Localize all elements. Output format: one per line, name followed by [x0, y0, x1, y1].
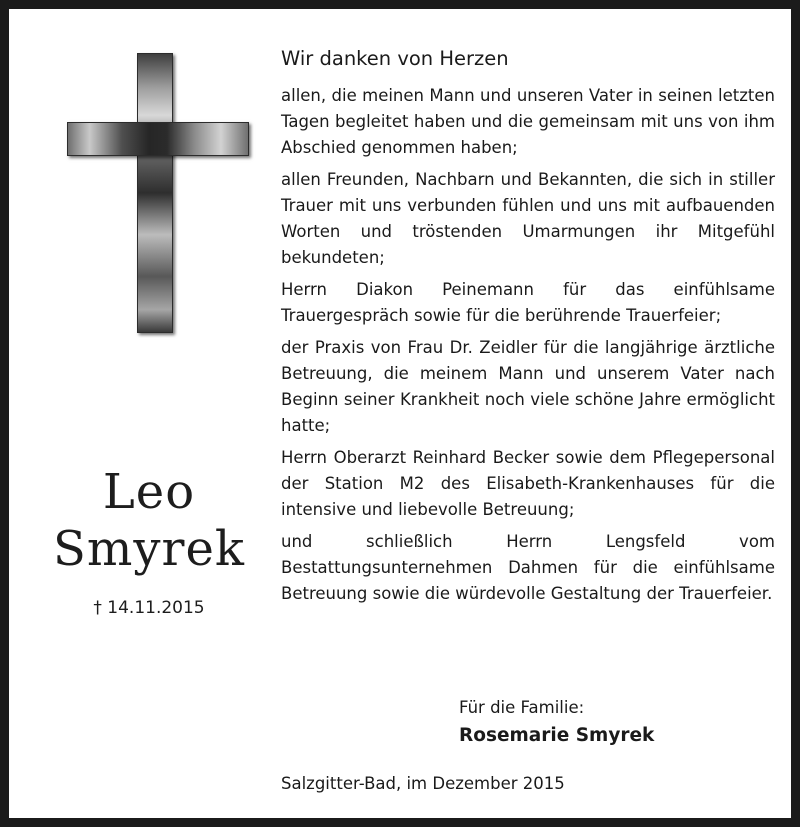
- cross-vertical-beam: [137, 53, 173, 333]
- thanks-paragraph: und schließlich Herrn Lengsfeld vom Bestattungsunternehmen Dahmen für die einfühlsame Betreuung sowie die würdevolle Gestaltung der Trauerfeier.: [281, 532, 775, 603]
- thanks-paragraph: Herrn Diakon Peinemann für das einfühlsame Trauergespräch sowie für die berührende Trauerfeier;: [281, 280, 775, 325]
- deceased-last-name: Smyrek: [53, 521, 245, 577]
- closing-block: [459, 695, 654, 749]
- cross-icon: [67, 53, 249, 333]
- thanks-text-column: [281, 45, 775, 613]
- thanks-paragraph: Herrn Oberarzt Reinhard Becker sowie dem Pflegepersonal der Station M2 des Elisabeth-Krankenhauses für die intensive und liebevolle Betreuung;: [281, 448, 775, 519]
- thanks-paragraph: allen, die meinen Mann und unseren Vater in seinen letzten Tagen begleitet haben und die gemeinsam mit uns von ihm Abschied genommen haben;: [281, 86, 775, 157]
- signature: Rosemarie Smyrek: [459, 725, 655, 746]
- thanks-paragraph: allen Freunden, Nachbarn und Bekannten, die sich in stiller Trauer mit uns verbunden fühlen und uns mit aufbauenden Worten und tröstenden Umarmungen ihr Mitgefühl bekundeten;: [281, 170, 775, 267]
- place-date: Salzgitter-Bad, im Dezember 2015: [281, 774, 565, 793]
- cross-horizontal-beam: [67, 122, 249, 156]
- death-date: † 14.11.2015: [93, 598, 205, 618]
- deceased-first-name: Leo: [102, 464, 196, 520]
- thanks-paragraph: der Praxis von Frau Dr. Zeidler für die langjährige ärztliche Betreuung, die meinem Mann und unserem Vater nach Beginn seiner Krankheit noch viele schöne Jahre ermöglicht hatte;: [281, 338, 775, 435]
- closing-label: Für die Familie:: [459, 698, 585, 717]
- thanks-heading: Wir danken von Herzen: [281, 47, 509, 70]
